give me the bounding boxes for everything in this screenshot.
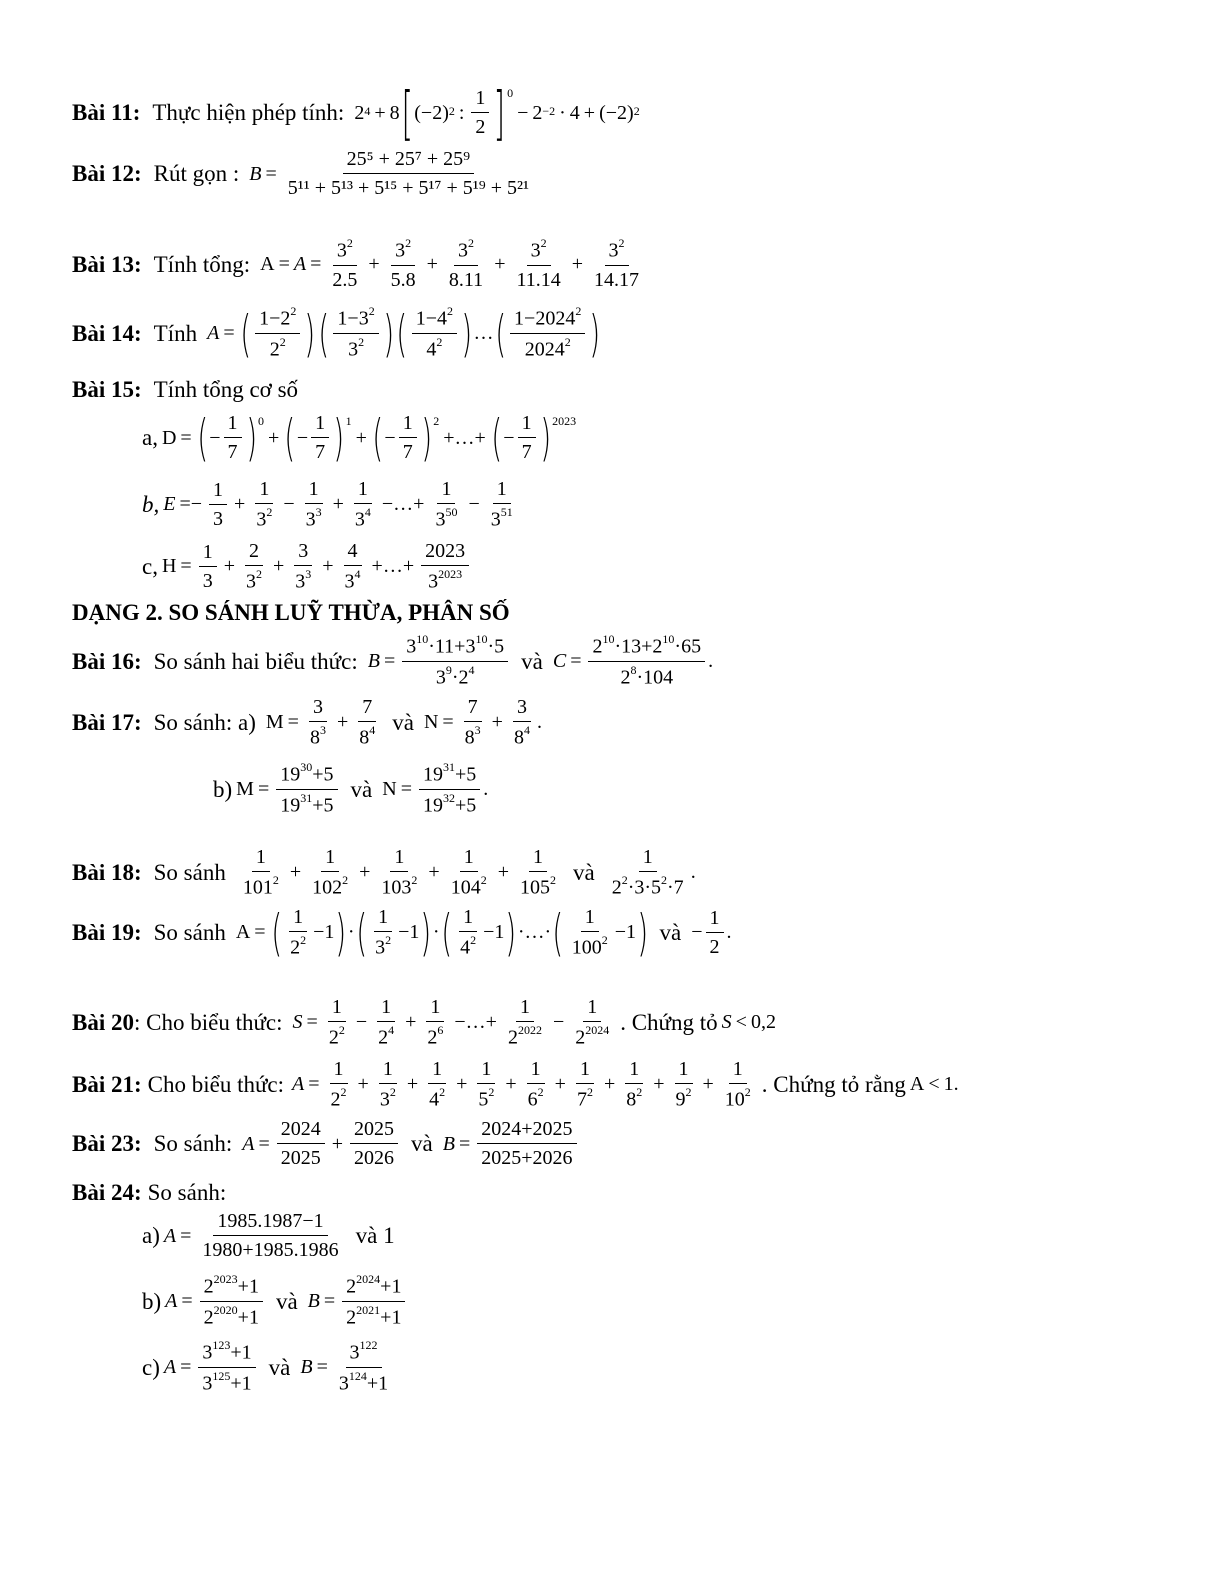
exercise-label: Bài 19: (72, 919, 142, 945)
exercise-15 (72, 377, 304, 403)
exercise-text: So sánh: (153, 1131, 233, 1156)
exercise-label: Bài 13: (72, 251, 142, 277)
connector-and-one: và 1 (355, 1223, 395, 1248)
exercise-text: : Cho biểu thức: (133, 1009, 283, 1035)
math-expression: D = ( − $\frac{1}{7}$ ) 0 + ( − $\frac{1}{7}$ ) 1 + ( − $\frac{1}{7}$ ) 2 +…+ ( − $\frac{1}{7}$ ) 2023 (161, 409, 577, 467)
math-expression: A = ( $\frac{1}{2^2}$ −1 ) · ( $\frac{1}{3^2}$ −1 ) · ( $\frac{1}{4^2}$ −1 ) ·…· ( $\frac{1}{100^2}$ −1 ) (235, 903, 649, 962)
exercise-label: Bài 14: (72, 320, 142, 346)
math-expression: A < 1. (909, 1073, 959, 1096)
math-expression: N = $\frac{7}{8^3}$ + $\frac{3}{8^4}$ . (423, 696, 542, 749)
math-expression: A = $\frac{3^{123}+1}{3^{125}+1}$ (164, 1340, 259, 1395)
exercise-text: Tính tổng: (153, 251, 251, 277)
exercise-23 (72, 1118, 584, 1170)
math-expression: M = $\frac{19^{30}+5}{19^{31}+5}$ (236, 762, 340, 817)
exercise-text: So sánh hai biểu thức: (153, 648, 358, 674)
exercise-label: Bài 17: (72, 709, 142, 735)
math-expression: A = $\frac{1985.1987-1}{1980+1985.1986}$ (163, 1210, 339, 1261)
exercise-24c (142, 1340, 399, 1395)
connector-and: và (521, 648, 543, 674)
exercise-text: Tính (153, 320, 198, 346)
connector-and: và (275, 1288, 298, 1314)
exercise-18 (72, 846, 700, 900)
exercise-text: Rút gọn : (153, 161, 240, 186)
math-expression: S = $\frac{1}{2^2}$ − $\frac{1}{2^4}$ + $\frac{1}{2^6}$ −…+ $\frac{1}{2^{2022}}$ − $\frac{1}{2^{2024}}$ (292, 996, 610, 1049)
part-label: a, (142, 425, 158, 450)
exercise-tail: . Chứng tỏ rằng (761, 1071, 906, 1097)
exercise-label: Bài 11: (72, 100, 141, 125)
math-expression: − $\frac{1}{2}$ . (691, 906, 732, 958)
part-label: b) (142, 1288, 162, 1314)
exercise-label: Bài 18: (72, 859, 142, 885)
exercise-24a (142, 1210, 401, 1262)
exercise-text: So sánh (153, 919, 226, 945)
part-label: b) (213, 776, 233, 802)
part-label: b, (142, 491, 160, 517)
connector-and: và (268, 1354, 291, 1380)
exercise-label: Bài 20 (72, 1009, 134, 1035)
math-expression: A = $\frac{1}{2^2}$ + $\frac{1}{3^2}$ + $\frac{1}{4^2}$ + $\frac{1}{5^2}$ + $\frac{1}{6^2}$ + $\frac{1}{7^2}$ + $\frac{1}{8^2}$ + $\frac{1}{9^2}$ + $\frac{1}{10^2}$ (292, 1058, 751, 1111)
exercise-label: Bài 21: (72, 1071, 142, 1097)
exercise-15a (142, 409, 580, 467)
fraction-denominator: 5¹¹ + 5¹³ + 5¹⁵ + 5¹⁷ + 5¹⁹ + 5²¹ (287, 177, 530, 199)
exercise-text: Thực hiện phép tính: (152, 100, 345, 125)
exercise-label: Bài 15: (72, 377, 142, 402)
connector-and: và (659, 919, 682, 945)
math-expression: N = $\frac{19^{31}+5}{19^{32}+5}$ . (382, 760, 489, 817)
section-heading: DẠNG 2. SO SÁNH LUỸ THỪA, PHÂN SỐ (72, 600, 510, 625)
exercise-label: Bài 23: (72, 1131, 142, 1156)
math-expression: A = $\frac{2024}{2025}$ + $\frac{2025}{2026}$ (242, 1118, 401, 1170)
exercise-17b (213, 762, 492, 817)
math-expression: $\frac{1}{2^2\cdot 3\cdot 5^2\cdot 7}$ . (611, 846, 696, 899)
exercise-11 (72, 79, 644, 147)
math-expression: M = $\frac{3}{8^3}$ + $\frac{7}{8^4}$ (265, 696, 376, 749)
exercise-14 (72, 306, 606, 361)
math-expression: H = $\frac{1}{3}$ + $\frac{2}{3^2}$ + $\frac{3}{3^3}$ + $\frac{4}{3^4}$ +…+ $\frac{2023}{3^{2023}}$ (162, 540, 472, 594)
math-expression: A = $\frac{2^{2023}+1}{2^{2020}+1}$ (165, 1274, 266, 1329)
part-label: c) (142, 1354, 160, 1380)
exercise-text: So sánh: a) (153, 709, 256, 735)
exercise-17a (72, 696, 546, 750)
math-expression: B = $\frac{2024+2025}{2025+2026}$ (443, 1118, 580, 1170)
part-label: a) (142, 1223, 160, 1248)
fraction-numerator: 25⁵ + 25⁷ + 25⁹ (343, 148, 474, 174)
math-expression: B = $\frac{3^{10}\cdot 11+3^{10}\cdot 5}{3^9\cdot 2^4}$ (368, 634, 511, 689)
exercise-text: Tính tổng cơ số (153, 377, 299, 402)
exercise-15c (142, 540, 476, 594)
exercise-text: Cho biểu thức: (147, 1071, 285, 1097)
exercise-text: So sánh (153, 859, 226, 885)
math-expression: S < 0,2 (721, 1011, 776, 1034)
exercise-label: Bài 12: (72, 161, 142, 186)
exercise-13 (72, 238, 650, 292)
exercise-16 (72, 634, 717, 689)
exercise-15b (142, 478, 524, 532)
exercise-tail: . Chứng tỏ (620, 1009, 718, 1035)
exercise-24 (72, 1180, 226, 1206)
connector-and: và (411, 1131, 433, 1156)
math-expression: E =− $\frac{1}{3}$ + $\frac{1}{3^2}$ − $\frac{1}{3^3}$ + $\frac{1}{3^4}$ −…+ $\frac{1}{3^{50}}$ − $\frac{1}{3^{51}}$ (163, 478, 513, 531)
math-expression: A = ( $\frac{1-2^2}{2^2}$ ) ( $\frac{1-3^2}{3^2}$ ) ( $\frac{1-4^2}{4^2}$ ) … ( $\frac{1-2024^2}{2024^2}$ ) (207, 304, 601, 363)
math-expression: B = $\frac{\text{25⁵ + 25⁷ + 25⁹}}{\text{5¹¹ + 5¹³ + 5¹⁵ + 5¹⁷ + 5¹⁹ + 5²¹}}$ (249, 148, 536, 200)
connector-and: và (392, 709, 414, 735)
math-expression: $\frac{1}{101^2}$ + $\frac{1}{102^2}$ + $\frac{1}{103^2}$ + $\frac{1}{104^2}$ + $\frac{1}{105^2}$ (242, 846, 556, 899)
exercise-text: So sánh: (147, 1180, 227, 1205)
exercise-12 (72, 148, 540, 200)
exercise-24b (142, 1274, 412, 1329)
math-expression: A = A = $\frac{3^2}{2.5}$ + $\frac{3^2}{5.8}$ + $\frac{3^2}{8.11}$ + $\frac{3^2}{11.14}$ + $\frac{3^2}{14.17}$ (260, 236, 640, 291)
part-label: c, (142, 553, 158, 579)
exercise-21 (72, 1058, 963, 1112)
math-expression: B = $\frac{3^{122}}{3^{124}+1}$ (300, 1338, 389, 1395)
exercise-20 (72, 996, 780, 1050)
exercise-19 (72, 903, 736, 962)
math-expression: 2 $^4$ + 8 [ (−2) $^2$ : $\frac{1}{2}$ ] 0 − 2 $^{-2}$ · 4 + (−2) $^2$ (354, 79, 640, 147)
exercise-label: Bài 16: (72, 648, 142, 674)
math-expression: C = $\frac{2^{10}\cdot 13+2^{10}\cdot 65}{2^8\cdot 104}$ . (552, 632, 714, 689)
math-expression: B = $\frac{2^{2024}+1}{2^{2021}+1}$ (308, 1274, 409, 1329)
connector-and: và (572, 859, 595, 885)
exercise-label: Bài 24: (72, 1180, 142, 1205)
connector-and: và (350, 776, 373, 802)
